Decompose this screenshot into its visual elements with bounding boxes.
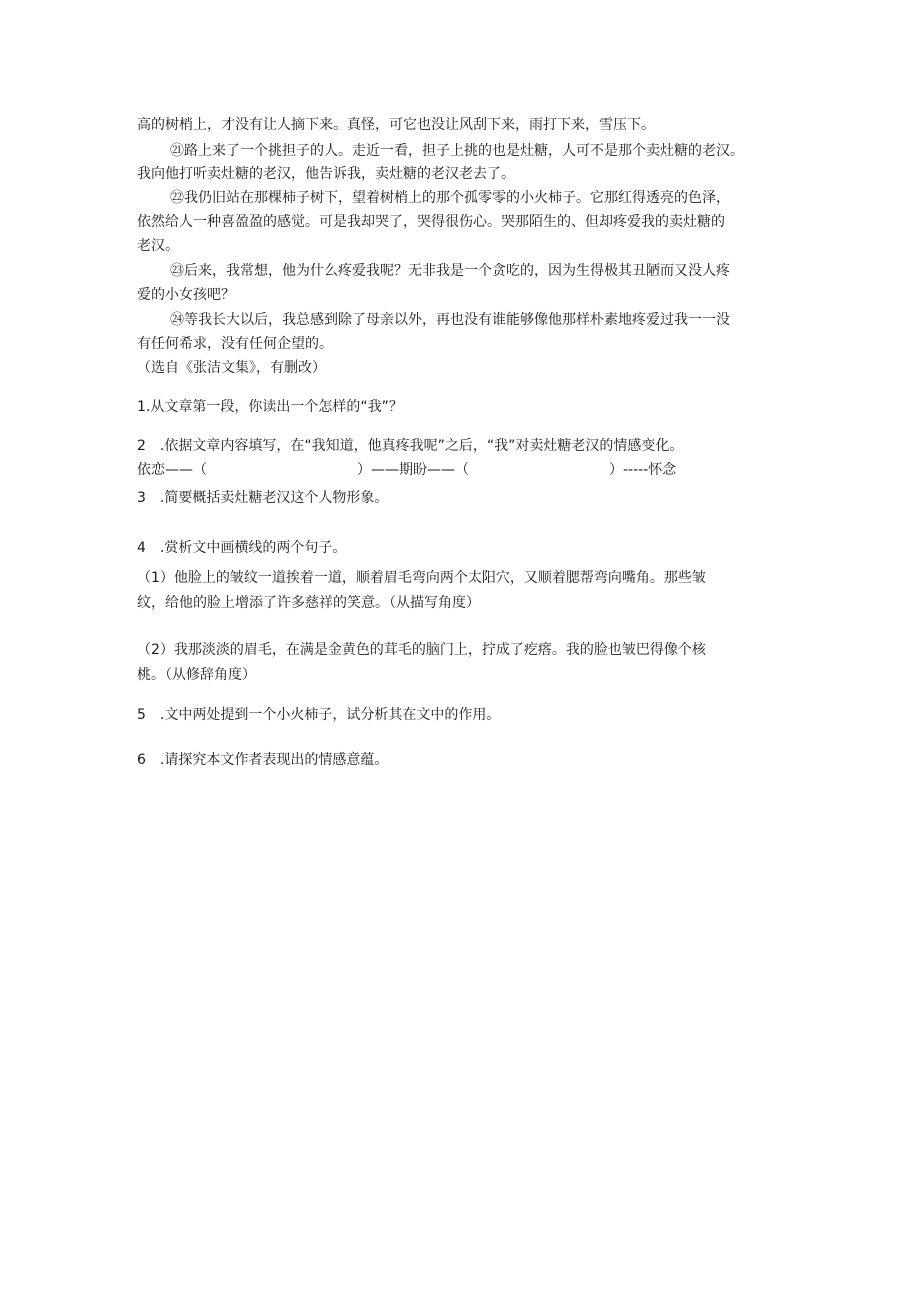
- passage-paragraph-21-line-1: ㉑路上来了一个挑担子的人。走近一看，担子上挑的也是灶糖，人可不是那个卖灶糖的老汉。: [170, 143, 744, 159]
- question-1: 1.从文章第一段，你读出一个怎样的“我”？: [137, 399, 403, 415]
- fill-in-part-3: ）-----怀念: [609, 462, 677, 478]
- passage-paragraph-23-line-1: ㉓后来，我常想，他为什么疼爱我呢？无非我是一个贪吃的，因为生得极其丑陋而又没人疼: [170, 263, 730, 279]
- passage-paragraph-22-line-1: ㉒我仍旧站在那棵柿子树下，望着树梢上的那个孤零零的小火柿子。它那红得透亮的色泽，: [170, 190, 730, 206]
- question-6: 6 .请探究本文作者表现出的情感意蕴。: [137, 752, 389, 768]
- passage-paragraph-22-line-3: 老汉。: [137, 238, 179, 254]
- passage-paragraph-21-line-2: 我向他打听卖灶糖的老汉，他告诉我，卖灶糖的老汉老去了。: [137, 166, 515, 182]
- fill-in-part-1: 依恋——（: [137, 462, 207, 478]
- passage-source: （选自《张洁文集》，有删改）: [137, 360, 326, 376]
- passage-paragraph-20-end: 高的树梢上，才没有让人摘下来。真怪，可它也没让风刮下来，雨打下来，雪压下。: [137, 117, 655, 133]
- question-4-sentence-1-line-2: 纹，给他的脸上增添了许多慈祥的笑意。（从描写角度）: [137, 595, 480, 611]
- question-4-sentence-2-line-1: （2）我那淡淡的眉毛，在满是金黄色的茸毛的脑门上，拧成了疙瘩。我的脸也皱巴得像个核: [137, 642, 706, 658]
- question-2: 2 .依据文章内容填写，在“我知道，他真疼我呢”之后，“我”对卖灶糖老汉的情感变化。: [137, 438, 684, 454]
- question-4-sentence-1-line-1: （1）他脸上的皱纹一道挨着一道，顺着眉毛弯向两个太阳穴，又顺着腮帮弯向嘴角。那些皱: [137, 570, 706, 586]
- passage-paragraph-24-line-2: 有任何希求，没有任何企望的。: [137, 336, 333, 352]
- passage-paragraph-24-line-1: ㉔等我长大以后，我总感到除了母亲以外，再也没有谁能够像他那样朴素地疼爱过我一一没: [170, 312, 730, 328]
- fill-in-part-2: ）——期盼——（: [357, 462, 469, 478]
- question-2-fill-in: [137, 460, 676, 480]
- question-4-sentence-2-line-2: 桃。（从修辞角度）: [137, 667, 256, 683]
- question-3: 3 .简要概括卖灶糖老汉这个人物形象。: [137, 490, 389, 506]
- passage-paragraph-22-line-2: 依然给人一种喜盈盈的感觉。可是我却哭了，哭得很伤心。哭那陌生的、但却疼爱我的卖灶糖的: [137, 214, 725, 230]
- question-4: 4 .赏析文中画横线的两个句子。: [137, 540, 347, 556]
- passage-paragraph-23-line-2: 爱的小女孩吧？: [137, 287, 235, 303]
- question-5: 5 .文中两处提到一个小火柿子，试分析其在文中的作用。: [137, 707, 501, 723]
